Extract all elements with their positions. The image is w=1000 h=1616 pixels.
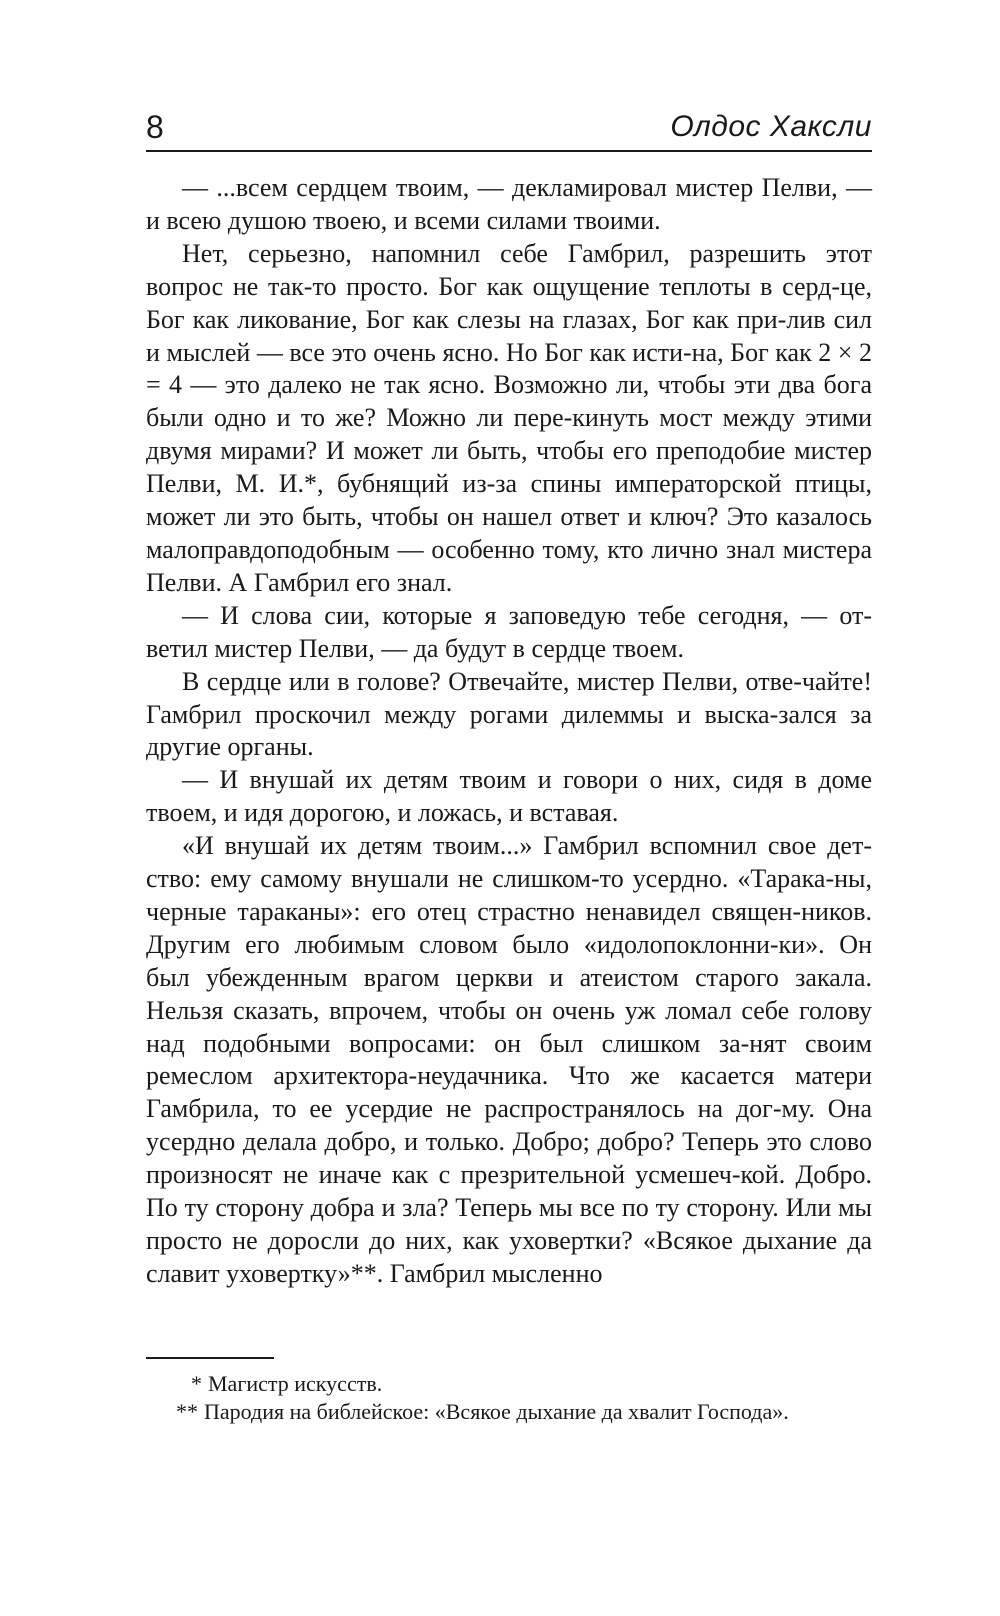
footnote-separator	[146, 1357, 274, 1359]
paragraph: В сердце или в голове? Отвечайте, мистер Пелви, отве-чайте! Гамбрил проскочил между рогами дилеммы и выска-зался за другие органы.	[146, 666, 872, 762]
paragraph: «И внушай их детям твоим...» Гамбрил вспомнил свое дет-ство: ему самому внушали не слишком-то усердно. «Тарака-ны, черные тараканы»: его отец страстно ненавидел священ-ников. Другим его любимым словом было «идолопоклонни-ки». Он был убежденным врагом церкви и атеистом старого закала. Нельзя сказать, впрочем, чтобы он очень уж ломал себе голову над подобными вопросами: он был слишком за-нят своим ремеслом архитектора-неудачника. Что же касается матери Гамбрила, то ее усердие не распространялось на дог-му. Она усердно делала добро, и только. Добро; добро? Теперь это слово произносят не иначе как с презрительной усмешеч-кой. Добро. По ту сторону добра и зла? Теперь мы все по ту сторону. Или мы просто не доросли до них, как уховертки? «Всякое дыхание да славит уховертку»**. Гамбрил мысленно	[146, 831, 872, 1288]
paragraph: — И внушай их детям твоим и говори о них, сидя в доме твоем, и идя дорогою, и ложась, и вставая.	[146, 765, 872, 828]
paragraph: Нет, серьезно, напомнил себе Гамбрил, разрешить этот вопрос не так-то просто. Бог как ощущение теплоты в серд-це, Бог как ликование, Бог как слезы на глазах, Бог как при-лив сил и мыслей — все это очень ясно. Но Бог как исти-на, Бог как 2 × 2 = 4 — это далеко не так ясно. Возможно ли, чтобы эти два бога были одно и то же? Можно ли пере-кинуть мост между этими двумя мирами? И может ли быть, чтобы его преподобие мистер Пелви, М. И.*, бубнящий из-за спины императорской птицы, может ли это быть, чтобы он нашел ответ и ключ? Это казалось малоправдоподобным — особенно тому, кто лично знал мистера Пелви. А Гамбрил его знал.	[146, 238, 872, 597]
footnote-2	[146, 1398, 872, 1426]
page-header	[146, 108, 872, 152]
page-number: 8	[146, 109, 164, 145]
running-head-author: Олдос Хаксли	[670, 110, 872, 143]
footnote-mark: *	[191, 1371, 202, 1396]
footnote-1	[146, 1370, 872, 1398]
paragraph: — И слова сии, которые я заповедую тебе сегодня, — от-ветил мистер Пелви, — да будут в сердце твоем.	[146, 600, 872, 663]
footnotes	[146, 1370, 872, 1426]
footnote-text: Пародия на библейское: «Всякое дыхание да хвалит Господа».	[204, 1399, 789, 1424]
paragraph: — ...всем сердцем твоим, — декламировал мистер Пелви, — и всею душою твоею, и всеми силами твоими.	[146, 173, 872, 235]
footnote-mark: **	[176, 1399, 198, 1424]
main-text	[146, 172, 872, 1291]
footnote-text: Магистр искусств.	[208, 1371, 383, 1396]
